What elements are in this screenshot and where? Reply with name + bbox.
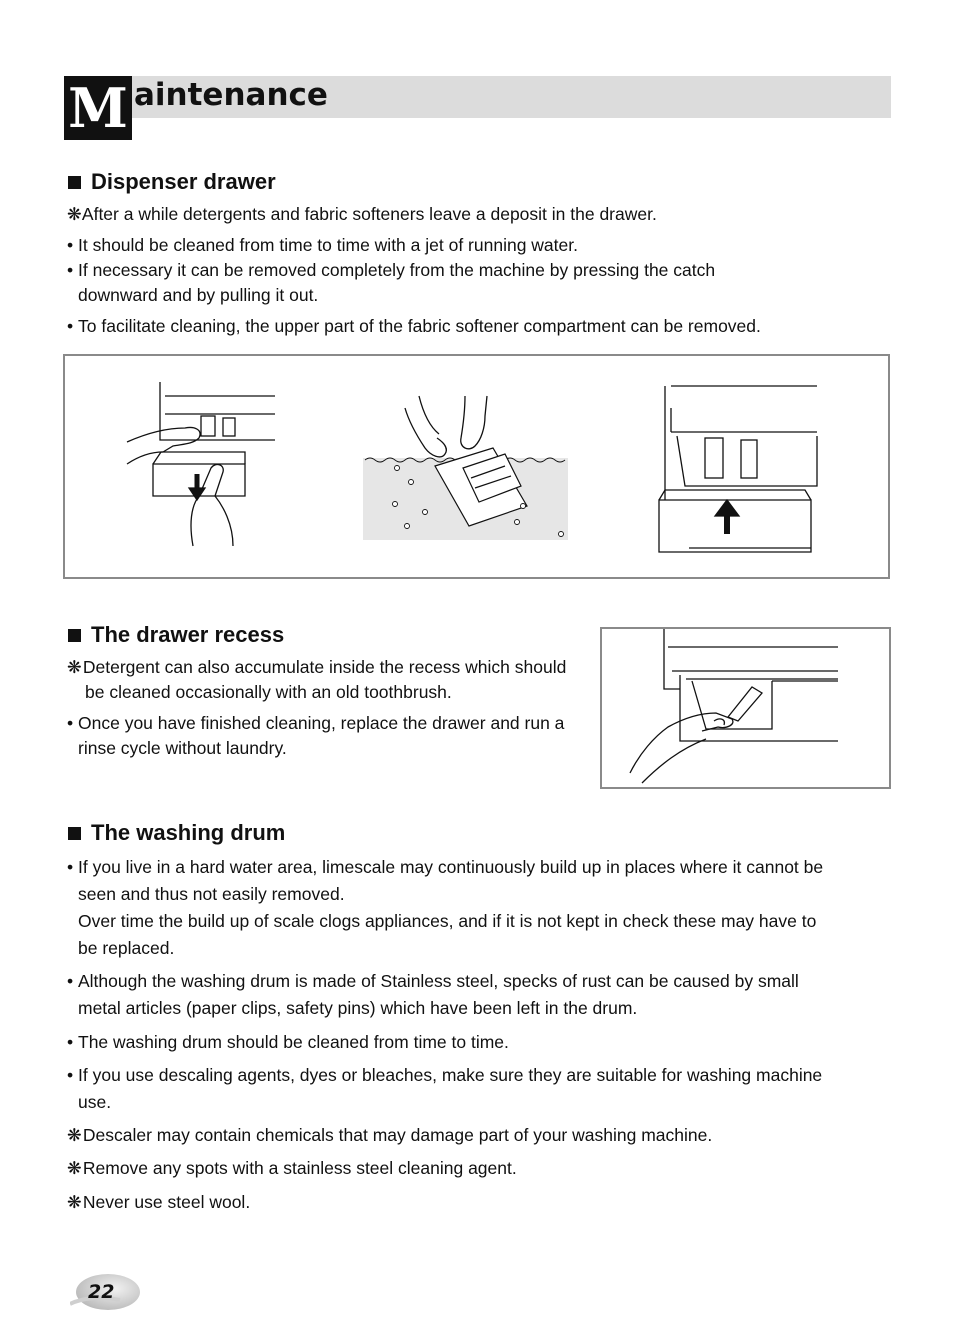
drum-bullet-1: • If you live in a hard water area, limescale may continuously build up in places where it cannot be (67, 857, 824, 877)
asterism-icon: ❋ (67, 204, 82, 224)
recess-cleaning-illustration (602, 629, 889, 787)
drum-bullet-1-l3: Over time the build up of scale clogs appliances, and if it is not kept in check these may have to (78, 911, 817, 931)
asterism-icon: ❋ (67, 1192, 82, 1212)
drum-note-3: ❋ Never use steel wool. (67, 1190, 250, 1215)
drum-note-2: ❋ Remove any spots with a stainless steel cleaning agent. (67, 1156, 517, 1181)
square-bullet-icon (68, 176, 81, 189)
page-title: aintenance (134, 77, 328, 113)
drum-heading (68, 820, 285, 846)
drum-bullet-3: • The washing drum should be cleaned from time to time. (67, 1032, 509, 1052)
recess-heading (68, 622, 284, 648)
square-bullet-icon (68, 827, 81, 840)
drum-bullet-4-l2: use. (78, 1092, 112, 1112)
drum-note-1: ❋ Descaler may contain chemicals that may damage part of your washing machine. (67, 1123, 712, 1148)
dispenser-note: ❋ After a while detergents and fabric softeners leave a deposit in the drawer. (67, 202, 657, 227)
header-initial: M (64, 76, 132, 140)
recess-bullet-1: • Once you have finished cleaning, replace the drawer and run a (67, 713, 565, 733)
square-bullet-icon (68, 629, 81, 642)
drawer-insert-illustration (659, 386, 817, 552)
asterism-icon: ❋ (67, 1158, 82, 1178)
drum-bullet-4: • If you use descaling agents, dyes or bleaches, make sure they are suitable for washing machine (67, 1065, 823, 1085)
drawer-removal-illustration (127, 382, 275, 546)
recess-illustration-box (600, 627, 891, 789)
page-number: 22 (88, 1281, 115, 1303)
dispenser-bullet-1: • It should be cleaned from time to time with a jet of running water. (67, 235, 578, 255)
dispenser-illustrations (65, 356, 888, 577)
dispenser-heading-text: Dispenser drawer (91, 169, 276, 194)
dispenser-bullet-3: • To facilitate cleaning, the upper part of the fabric softener compartment can be removed. (67, 316, 761, 336)
drum-heading-text: The washing drum (91, 820, 286, 845)
dispenser-bullet-2: • If necessary it can be removed completely from the machine by pressing the catch (67, 260, 716, 280)
recess-bullet-1-cont: rinse cycle without laundry. (78, 738, 287, 758)
drum-bullet-2-l2: metal articles (paper clips, safety pins) which have been left in the drum. (78, 998, 638, 1018)
asterism-icon: ❋ (67, 1125, 82, 1145)
asterism-icon: ❋ (67, 657, 82, 677)
dispenser-illustration-box (63, 354, 890, 579)
recess-note-cont: be cleaned occasionally with an old toothbrush. (85, 682, 452, 702)
recess-heading-text: The drawer recess (91, 622, 285, 647)
recess-note: ❋ Detergent can also accumulate inside the recess which should (67, 655, 566, 680)
drawer-rinse-illustration (363, 396, 568, 540)
drum-bullet-1-l2: seen and thus not easily removed. (78, 884, 345, 904)
dispenser-bullet-2-cont: downward and by pulling it out. (78, 285, 319, 305)
drum-bullet-2: • Although the washing drum is made of Stainless steel, specks of rust can be caused by small (67, 971, 799, 991)
dispenser-heading (68, 169, 276, 195)
drum-bullet-1-l4: be replaced. (78, 938, 175, 958)
